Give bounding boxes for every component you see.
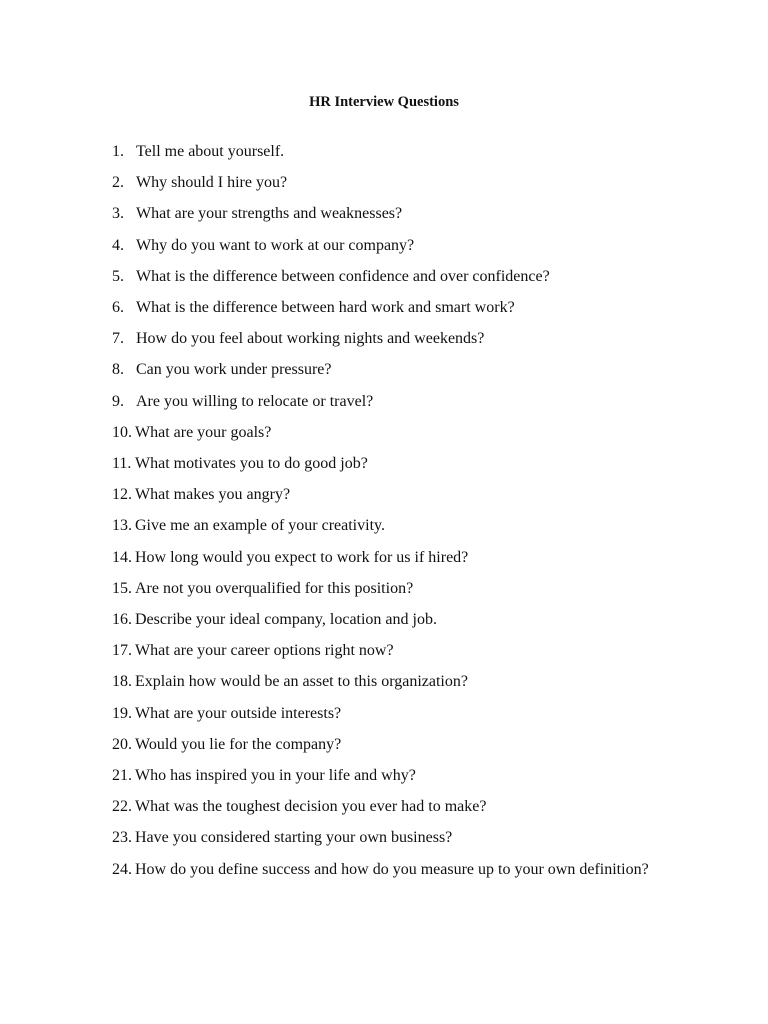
question-text: Explain how would be an asset to this organization? (135, 673, 468, 691)
question-text: What is the difference between hard work and smart work? (136, 299, 515, 317)
question-text: Why do you want to work at our company? (136, 236, 415, 254)
question-item-10 (112, 417, 652, 448)
document-title: HR Interview Questions (309, 94, 459, 110)
question-number: 3. (112, 205, 124, 223)
question-number: 9. (112, 392, 124, 410)
question-number: 19. (112, 704, 132, 722)
question-text: How long would you expect to work for us if hired? (135, 548, 469, 566)
question-number: 16. (112, 611, 132, 629)
question-text: What are your career options right now? (135, 642, 394, 660)
question-item-14 (112, 542, 652, 573)
question-item-4 (112, 230, 652, 261)
question-number: 8. (112, 361, 124, 379)
question-text: Are you willing to relocate or travel? (136, 392, 374, 410)
question-text: Would you lie for the company? (135, 735, 342, 753)
question-item-6 (112, 292, 652, 323)
question-number: 21. (112, 767, 132, 785)
question-number: 1. (112, 143, 124, 160)
question-number: 13. (112, 517, 132, 535)
question-item-21 (112, 760, 652, 791)
question-text: Give me an example of your creativity. (135, 517, 385, 535)
question-number: 7. (112, 330, 124, 348)
question-list (112, 136, 652, 885)
question-number: 24. (112, 860, 132, 878)
question-item-11 (112, 448, 652, 479)
question-text: What are your strengths and weaknesses? (136, 205, 403, 223)
question-number: 20. (112, 735, 132, 753)
question-item-12 (112, 479, 652, 510)
question-text: What are your outside interests? (135, 704, 342, 722)
question-item-7 (112, 323, 652, 354)
question-item-23 (112, 822, 652, 853)
question-text: How do you define success and how do you measure up to your own definition? (135, 860, 649, 878)
question-text: Have you considered starting your own business? (135, 829, 453, 847)
question-number: 2. (112, 174, 124, 192)
question-item-1 (112, 136, 652, 167)
question-item-22 (112, 791, 652, 822)
question-item-19 (112, 698, 652, 729)
question-text: Describe your ideal company, location and job. (135, 611, 437, 629)
question-text: Can you work under pressure? (136, 361, 332, 379)
question-number: 15. (112, 579, 132, 597)
question-text: What makes you angry? (135, 486, 291, 504)
question-number: 4. (112, 236, 124, 254)
question-item-17 (112, 635, 652, 666)
question-text: Are not you overqualified for this position? (135, 579, 414, 597)
question-number: 11. (112, 455, 132, 473)
question-item-20 (112, 729, 652, 760)
question-text: Why should I hire you? (136, 174, 288, 192)
question-text: Tell me about yourself. (136, 143, 285, 160)
question-item-8 (112, 354, 652, 385)
question-number: 14. (112, 548, 132, 566)
question-number: 6. (112, 299, 124, 317)
question-text: What are your goals? (135, 423, 272, 441)
question-item-15 (112, 573, 652, 604)
question-item-13 (112, 510, 652, 541)
question-item-5 (112, 261, 652, 292)
question-number: 18. (112, 673, 132, 691)
question-number: 12. (112, 486, 132, 504)
question-item-18 (112, 666, 652, 697)
question-text: What was the toughest decision you ever had to make? (135, 798, 487, 816)
question-text: What is the difference between confidence and over confidence? (136, 267, 550, 285)
question-item-24 (112, 854, 652, 885)
question-number: 22. (112, 798, 132, 816)
question-item-3 (112, 198, 652, 229)
question-text: How do you feel about working nights and weekends? (136, 330, 485, 348)
question-number: 5. (112, 267, 124, 285)
question-text: What motivates you to do good job? (135, 455, 368, 473)
question-item-9 (112, 386, 652, 417)
question-text: Who has inspired you in your life and why? (135, 767, 416, 785)
question-item-16 (112, 604, 652, 635)
question-item-2 (112, 167, 652, 198)
question-number: 23. (112, 829, 132, 847)
question-number: 17. (112, 642, 132, 660)
question-number: 10. (112, 423, 132, 441)
